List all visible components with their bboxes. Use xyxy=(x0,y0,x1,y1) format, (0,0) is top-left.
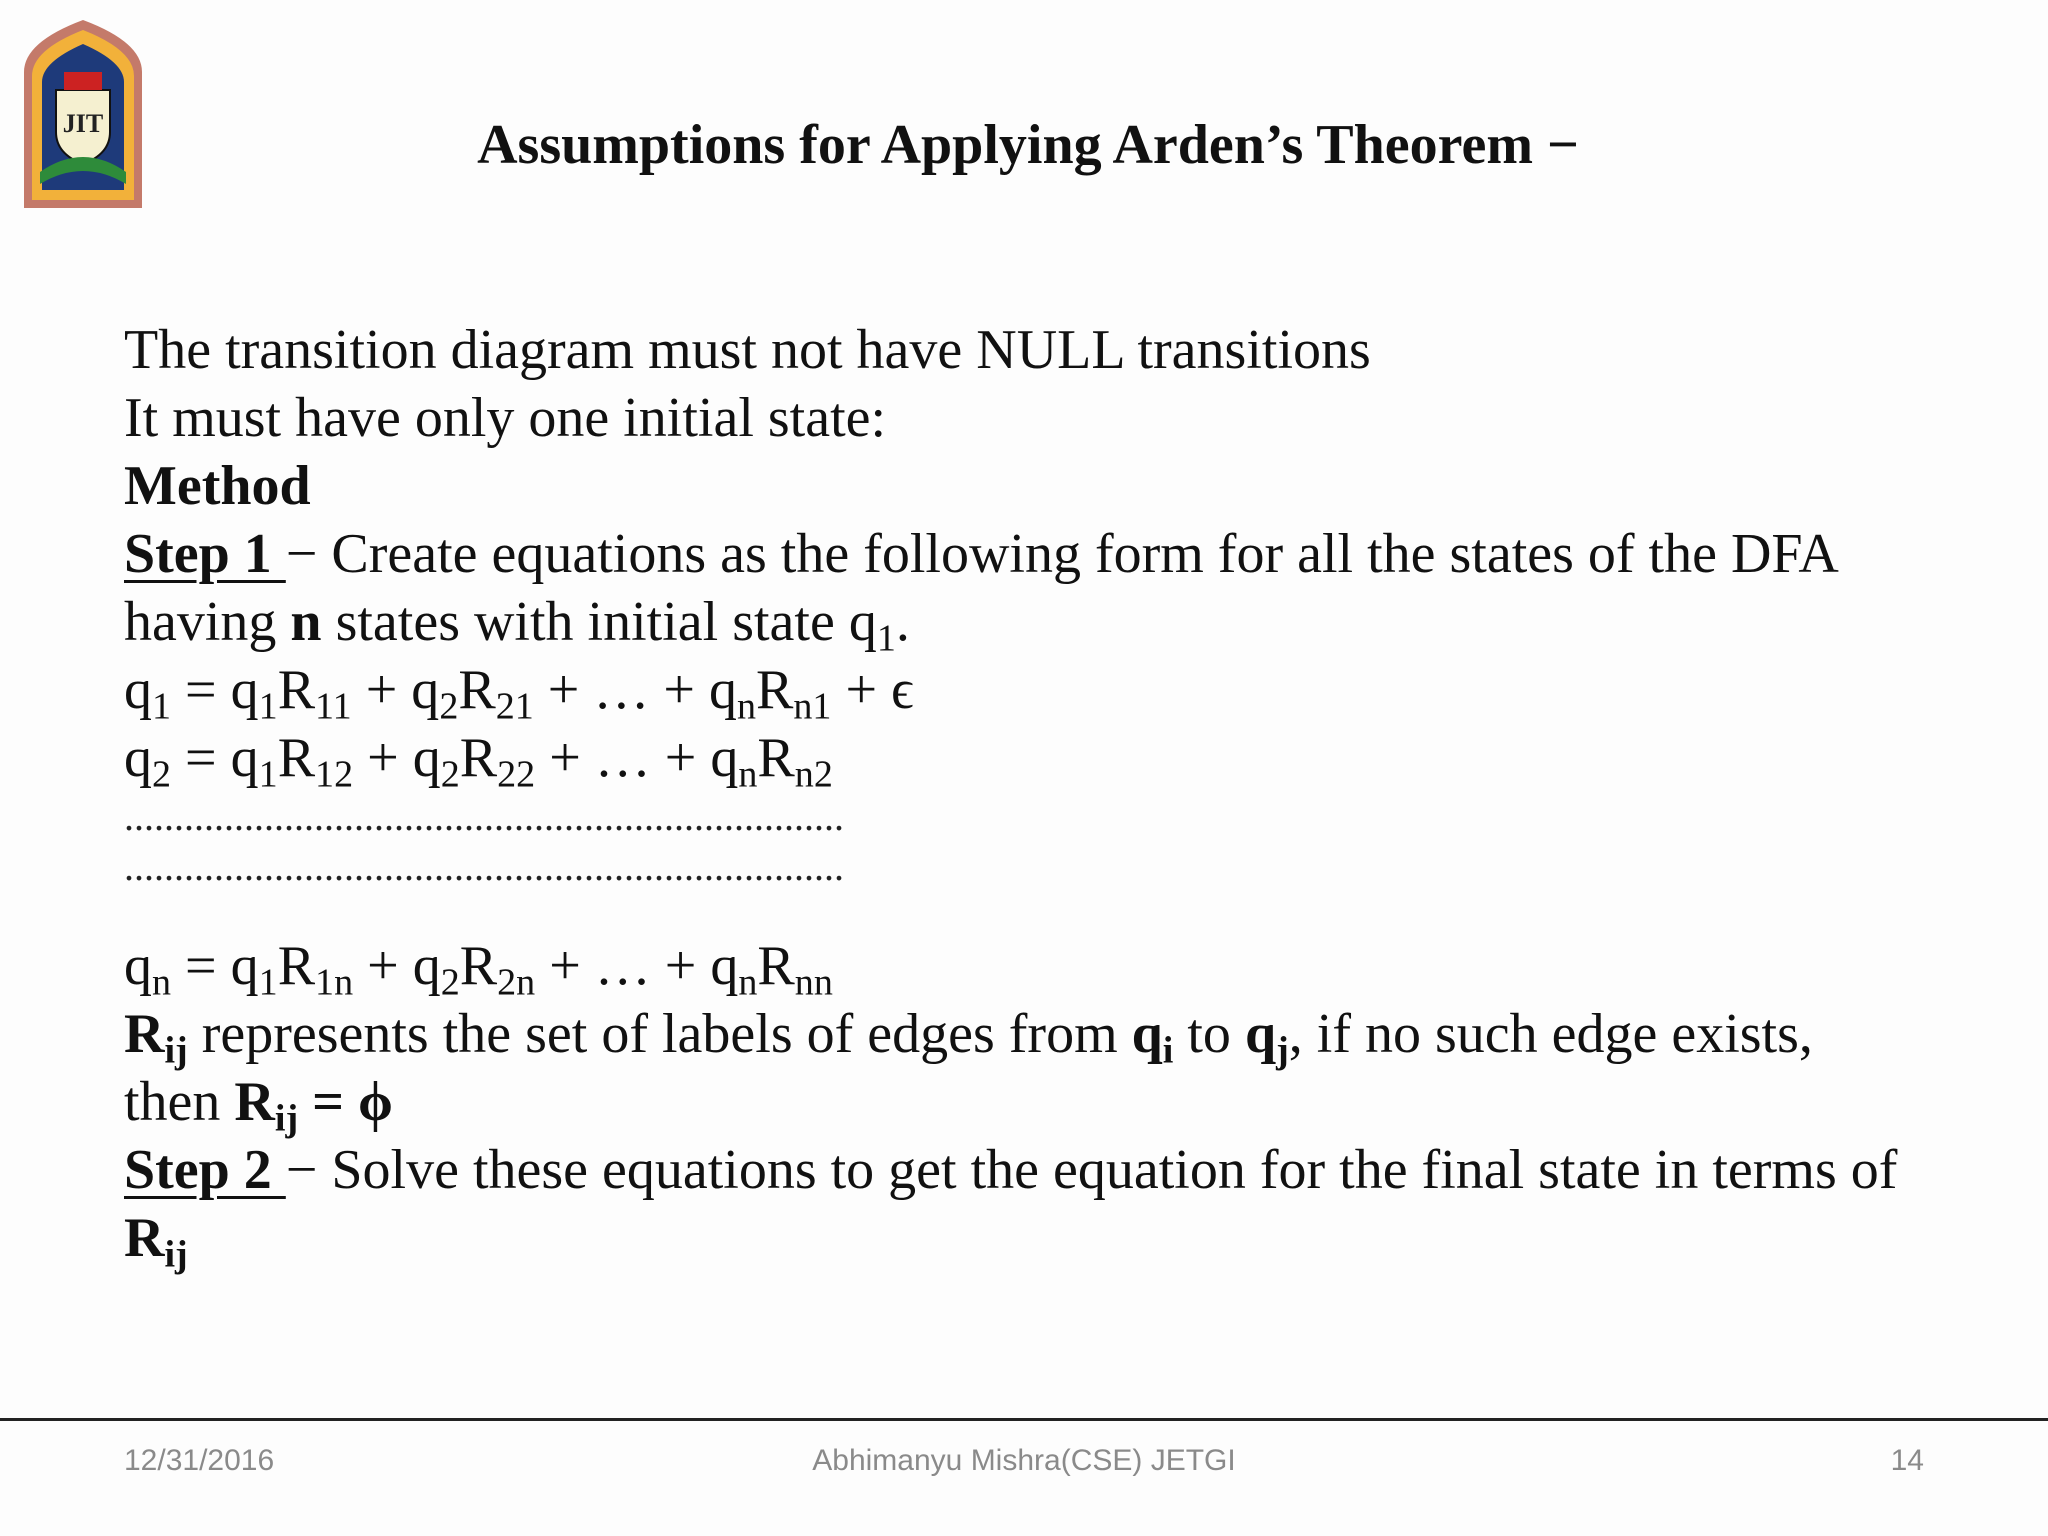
ellipsis-row-1: ........................................................................ xyxy=(124,794,844,839)
method-heading: Method xyxy=(124,455,311,517)
step-2: Step 2 − Solve these equations to get the equation for the final state in terms of xyxy=(124,1139,1898,1201)
step-1: Step 1 − Create equations as the following form for all the states of the DFA xyxy=(124,523,1839,585)
equation-q1: $q_1 = q_1R_{11} + q_2R_{21}$ + … + $q_nR_{n1} + \epsilon$ xyxy=(124,659,914,728)
step-2-continued: $R_{ij}$ xyxy=(124,1207,188,1276)
rij-definition: $R_{ij}$ represents the set of labels of edges from $q_i$ to $q_j$, if no such edge exists, xyxy=(124,1003,1813,1072)
footer-date: 12/31/2016 xyxy=(124,1444,275,1477)
equation-q2: $q_2 = q_1R_{12} + q_2R_{22}$ + … + $q_nR_{n2}$ xyxy=(124,727,833,796)
slide-body xyxy=(124,316,1984,1276)
assumption-1: The transition diagram must not have NULL transitions xyxy=(124,319,1371,381)
equation-qn: $q_n = q_1R_{1n} + q_2R_{2n}$ + … + $q_nR_{nn}$ xyxy=(124,935,833,1004)
footer-divider xyxy=(0,1418,2048,1421)
rij-empty-case: then $R_{ij} = \phi$ xyxy=(124,1071,393,1140)
svg-text:JIT: JIT xyxy=(62,109,104,138)
slide-title: Assumptions for Applying Arden’s Theorem − xyxy=(477,114,1579,176)
footer-author: Abhimanyu Mishra(CSE) JETGI xyxy=(812,1444,1236,1477)
page-number: 14 xyxy=(1890,1444,1924,1477)
step-1-continued: having n states with initial state $q_1$. xyxy=(124,591,910,660)
assumption-2: It must have only one initial state: xyxy=(124,387,887,449)
ellipsis-row-2: ........................................................................ xyxy=(124,844,844,889)
